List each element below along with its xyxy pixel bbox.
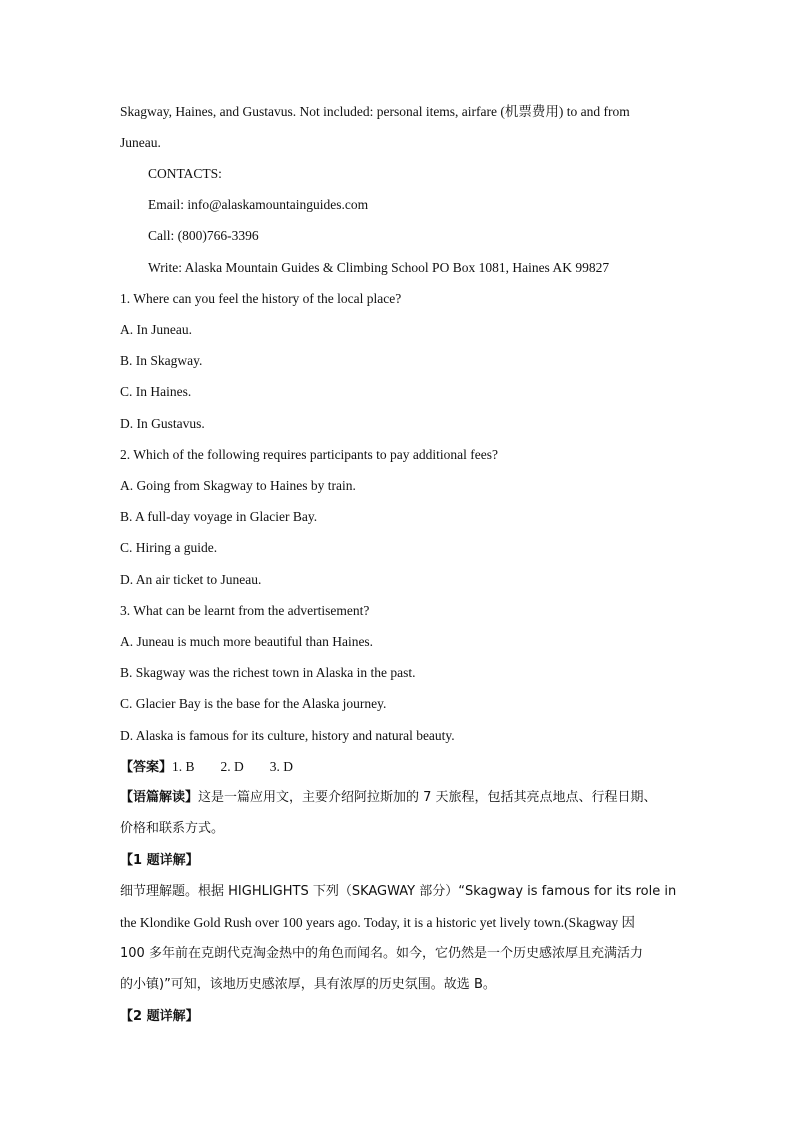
answer-2: 2. D [220, 759, 244, 774]
question-1-option-a: A. In Juneau. [120, 322, 192, 337]
question-2-option-c: C. Hiring a guide. [120, 540, 218, 555]
detail-1-line-1: 细节理解题。根据 HIGHLIGHTS 下列（SKAGWAY 部分）“Skagway is famous for its role in [120, 884, 677, 899]
answer-label: 【答案】 [120, 760, 173, 775]
passage-line-2: Juneau. [120, 135, 161, 150]
detail-1-heading: 【1 题详解】 [120, 853, 199, 868]
question-3-option-b: B. Skagway was the richest town in Alaska in the past. [120, 665, 416, 680]
question-3-option-c: C. Glacier Bay is the base for the Alaska journey. [120, 696, 387, 711]
detail-2-heading: 【2 题详解】 [120, 1009, 199, 1024]
question-3-stem: 3. What can be learnt from the advertisement? [120, 603, 370, 618]
answer-line [120, 758, 293, 777]
passage-line-1: Skagway, Haines, and Gustavus. Not included: personal items, airfare (机票费用) to and from [120, 104, 630, 119]
contact-address: Write: Alaska Mountain Guides & Climbing School PO Box 1081, Haines AK 99827 [148, 260, 610, 275]
contact-phone: Call: (800)766-3396 [148, 228, 259, 243]
question-1-option-d: D. In Gustavus. [120, 416, 205, 431]
interpretation-label: 【语篇解读】 [120, 790, 199, 805]
question-2-option-d: D. An air ticket to Juneau. [120, 572, 262, 587]
interpretation-line-1 [120, 789, 657, 807]
contact-email: Email: info@alaskamountainguides.com [148, 197, 369, 212]
question-1-option-c: C. In Haines. [120, 384, 192, 399]
question-2-option-b: B. A full-day voyage in Glacier Bay. [120, 509, 318, 524]
answer-1: 1. B [172, 759, 195, 774]
question-2-option-a: A. Going from Skagway to Haines by train. [120, 478, 356, 493]
detail-1-line-4: 的小镇)”可知，该地历史感浓厚，具有浓厚的历史氛围。故选 B。 [120, 977, 496, 992]
question-3-option-a: A. Juneau is much more beautiful than Haines. [120, 634, 374, 649]
answer-3: 3. D [269, 759, 294, 774]
question-1-option-b: B. In Skagway. [120, 353, 203, 368]
contacts-heading: CONTACTS: [148, 166, 222, 181]
question-2-stem: 2. Which of the following requires participants to pay additional fees? [120, 447, 499, 462]
detail-1-line-2: the Klondike Gold Rush over 100 years ago. Today, it is a historic yet lively town.(Skagway 因 [120, 915, 635, 930]
interpretation-text-1: 这是一篇应用文，主要介绍阿拉斯加的 7 天旅程，包括其亮点地点、行程日期、 [198, 790, 657, 805]
question-3-option-d: D. Alaska is famous for its culture, history and natural beauty. [120, 728, 455, 743]
detail-1-line-3: 100 多年前在克朗代克淘金热中的角色而闻名。如今，它仍然是一个历史感浓厚且充满活力 [120, 946, 643, 961]
question-1-stem: 1. Where can you feel the history of the local place? [120, 291, 402, 306]
interpretation-line-2: 价格和联系方式。 [120, 821, 225, 836]
